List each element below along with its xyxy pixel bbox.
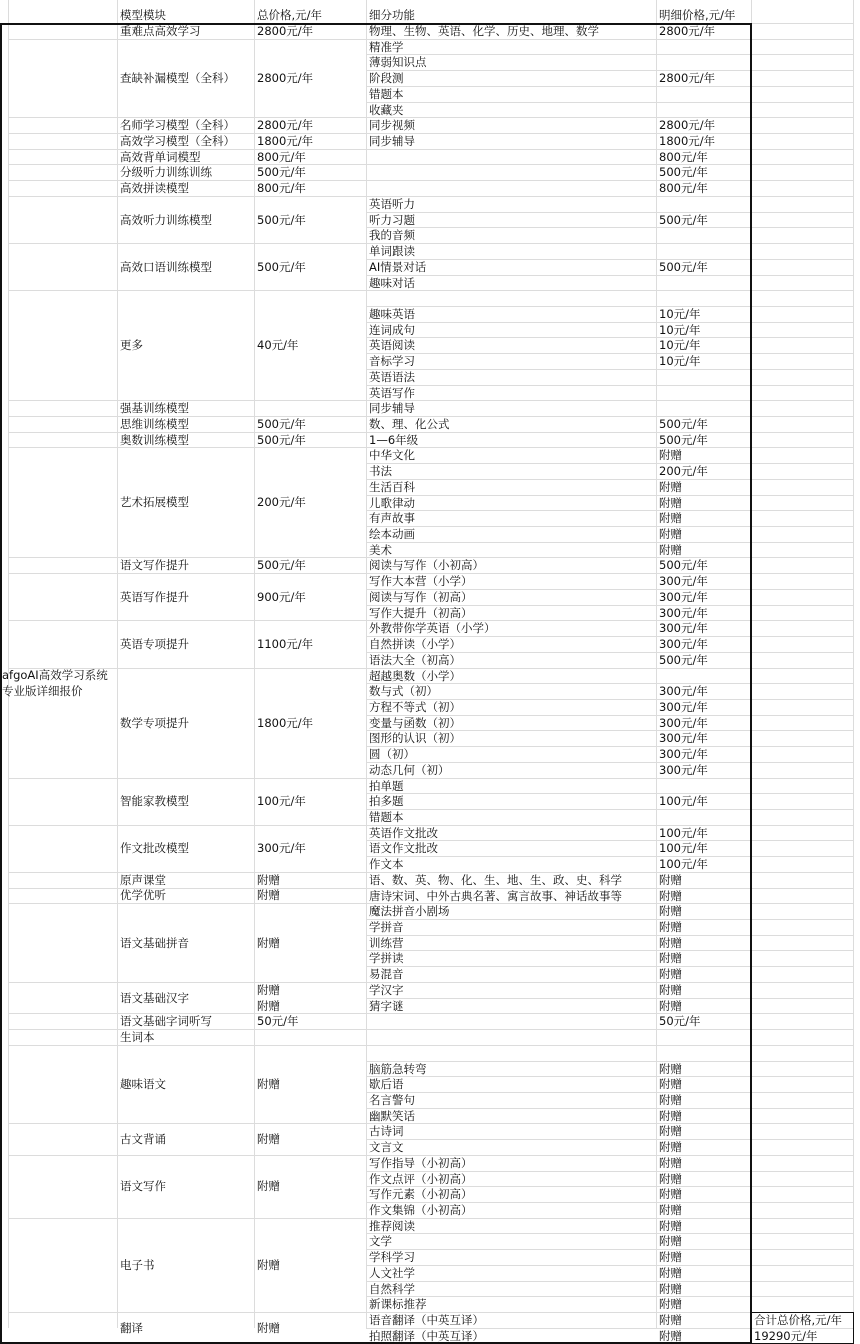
module-name: 优学优听 [120,888,166,903]
total-value: 19290元/年 [754,1328,818,1343]
grid-row-line [366,479,853,480]
feature-price: 附赠 [659,1250,682,1265]
grid-row-line [366,353,853,354]
feature-item: 美术 [369,542,392,557]
feature-price: 附赠 [659,872,682,887]
feature-price: 100元/年 [659,857,708,872]
feature-item: 连词成句 [369,322,415,337]
feature-price: 附赠 [659,1328,682,1343]
grid-column-line [8,0,9,1328]
module-price: 1100元/年 [257,636,314,651]
module-name: 生词本 [120,1029,155,1044]
module-name: 名师学习模型（全科） [120,118,235,133]
feature-item: 书法 [369,464,392,479]
feature-price: 附赠 [659,1218,682,1233]
grid-row-line [8,982,853,983]
module-name: 原声课堂 [120,872,166,887]
module-name: 高效听力训练模型 [120,212,212,227]
feature-price: 附赠 [659,982,682,997]
feature-price: 附赠 [659,1265,682,1280]
header-detail-price: 明细价格,元/年 [659,8,736,22]
feature-price: 附赠 [659,527,682,542]
module-price: 2800元/年 [257,23,314,38]
module-name: 强基训练模型 [120,401,189,416]
feature-item: 写作大提升（初高） [369,605,473,620]
module-price: 300元/年 [257,841,306,856]
feature-item: 我的音频 [369,228,415,243]
feature-item: 语法大全（初高） [369,652,461,667]
module-name: 查缺补漏模型（全科） [120,71,235,86]
feature-item: 趣味对话 [369,275,415,290]
feature-item: 音标学习 [369,354,415,369]
feature-price: 500元/年 [659,259,708,274]
feature-price: 500元/年 [659,652,708,667]
feature-price: 附赠 [659,1313,682,1328]
module-price: 附赠 [257,1077,280,1092]
feature-item: 人文社学 [369,1265,415,1280]
module-name: 高效拼读模型 [120,181,189,196]
feature-price: 附赠 [659,1077,682,1092]
module-price: 附赠 [257,888,280,903]
feature-price: 100元/年 [659,825,708,840]
grid-row-line [366,1139,853,1140]
feature-item: 作文集锦（小初高） [369,1203,473,1217]
feature-price: 1800元/年 [659,134,716,149]
grid-row-line [366,510,853,511]
module-price: 500元/年 [257,432,306,447]
grid-row-line [366,1076,853,1077]
feature-price: 附赠 [659,904,682,919]
module-name: 英语写作提升 [120,589,189,604]
feature-item: 魔法拼音小剧场 [369,904,450,919]
feature-price: 附赠 [659,448,682,463]
feature-item: 物理、生物、英语、化学、历史、地理、数学 [369,24,599,38]
feature-price: 2800元/年 [659,118,716,133]
module-name: 艺术拓展模型 [120,495,189,510]
feature-price: 50元/年 [659,1014,701,1029]
module-price: 1800元/年 [257,715,314,730]
feature-item: 英语听力 [369,196,415,211]
feature-item: 自然科学 [369,1281,415,1296]
grid-column-line [366,0,367,1328]
module-price: 800元/年 [257,181,306,196]
grid-row-line [8,1123,853,1124]
feature-price: 附赠 [659,935,682,950]
feature-item: 学汉字 [369,982,404,997]
module-name: 趣味语文 [120,1077,166,1092]
header-total-price: 总价格,元/年 [257,8,323,22]
feature-item: 同步视频 [369,118,415,133]
grid-column-line [751,0,752,1328]
grid-row-line [8,39,853,40]
feature-price: 附赠 [659,998,682,1013]
module-price: 附赠 [257,1320,280,1335]
grid-row-line [366,998,853,999]
module-name: 高效口语训练模型 [120,259,212,274]
module-price: 900元/年 [257,589,306,604]
feature-item: 写作元素（小初高） [369,1187,473,1202]
module-name: 更多 [120,338,143,353]
feature-item: 学拼音 [369,920,404,935]
grid-row-line [366,966,853,967]
feature-price: 附赠 [659,1140,682,1155]
feature-item: 阶段测 [369,71,404,86]
grid-row-line [8,447,853,448]
feature-item: 错题本 [369,810,404,824]
feature-price: 附赠 [659,511,682,526]
module-price: 附赠 [257,1257,280,1272]
module-price: 500元/年 [257,558,306,573]
grid-row-line [366,1061,853,1062]
feature-item: 新课标推荐 [369,1297,427,1312]
module-name: 高效背单词模型 [120,149,201,164]
feature-price: 100元/年 [659,794,708,809]
feature-item: 作文点评（小初高） [369,1171,473,1186]
grid-row-line [366,54,853,55]
grid-row-line [366,542,853,543]
feature-item: 语音翻译（中英互译） [369,1313,484,1328]
grid-row-line [8,1218,853,1219]
feature-item: 有声故事 [369,511,415,526]
feature-item: 动态几何（初） [369,762,450,777]
feature-item: 推荐阅读 [369,1218,415,1233]
module-price: 500元/年 [257,259,306,274]
feature-price: 300元/年 [659,574,708,589]
feature-item: 古诗词 [369,1124,404,1139]
feature-item: 薄弱知识点 [369,55,427,70]
module-price: 附赠 [257,982,280,997]
feature-price: 附赠 [659,1234,682,1249]
feature-item: 1—6年级 [369,432,419,447]
feature-price: 2800元/年 [659,24,716,38]
module-name: 智能家教模型 [120,794,189,809]
feature-item: 儿歌律动 [369,495,415,510]
feature-price: 100元/年 [659,841,708,856]
grid-row-line [366,840,853,841]
feature-price: 800元/年 [659,181,708,196]
feature-item: 写作大本营（小学） [369,574,473,589]
grid-column-line [853,0,854,1328]
module-price: 附赠 [257,872,280,887]
grid-row-line [366,526,853,527]
feature-price: 附赠 [659,1092,682,1107]
feature-item: 生活百科 [369,479,415,494]
feature-price: 300元/年 [659,621,708,636]
grid-row-line [366,809,853,810]
grid-row-line [366,463,853,464]
grid-row-line [366,1281,853,1282]
feature-item: 英语语法 [369,369,415,384]
feature-price: 附赠 [659,951,682,966]
grid-row-line [366,322,853,323]
feature-price: 300元/年 [659,715,708,730]
feature-price: 附赠 [659,1187,682,1202]
module-name: 分级听力训练训练 [120,165,212,180]
feature-item: 收藏夹 [369,102,404,117]
feature-price: 500元/年 [659,558,708,573]
feature-price: 附赠 [659,920,682,935]
grid-row-line [366,86,853,87]
feature-item: 听力习题 [369,212,415,227]
feature-price: 附赠 [659,967,682,982]
feature-item: 语、数、英、物、化、生、地、生、政、史、科学 [369,872,622,887]
feature-item: 唐诗宋词、中外古典名著、寓言故事、神话故事等 [369,888,622,903]
feature-item: 精准学 [369,39,404,54]
module-name: 奥数训练模型 [120,432,189,447]
feature-price: 10元/年 [659,322,701,337]
feature-price: 200元/年 [659,464,708,479]
feature-item: 英语阅读 [369,338,415,353]
module-name: 数学专项提升 [120,715,189,730]
feature-price: 300元/年 [659,684,708,699]
grid-row-line [366,337,853,338]
module-name: 语文写作 [120,1179,166,1194]
feature-price: 500元/年 [659,212,708,227]
feature-price: 10元/年 [659,338,701,353]
feature-item: 语文作文批改 [369,841,438,856]
grid-row-line [366,259,853,260]
grid-row-line [8,243,853,244]
grid-row-line [366,746,853,747]
grid-row-line [366,385,853,386]
grid-row-line [366,369,853,370]
total-label: 合计总价格,元/年 [754,1313,843,1328]
module-price: 40元/年 [257,338,299,353]
module-price: 500元/年 [257,212,306,227]
grid-row-line [8,290,853,291]
feature-item: 训练营 [369,935,404,950]
feature-price: 10元/年 [659,354,701,369]
feature-item: 作文本 [369,857,404,872]
feature-item: 英语写作 [369,385,415,400]
feature-item: 同步辅导 [369,134,415,149]
grid-row-line [366,275,853,276]
feature-item: 变量与函数（初） [369,715,461,730]
feature-price: 500元/年 [659,165,708,180]
feature-price: 附赠 [659,888,682,903]
feature-price: 300元/年 [659,699,708,714]
grid-column-line [117,0,118,1328]
grid-row-line [8,778,853,779]
grid-row-line [8,196,853,197]
feature-item: AI情景对话 [369,259,427,274]
feature-price: 附赠 [659,1061,682,1076]
module-price: 800元/年 [257,149,306,164]
header-model: 模型模块 [120,8,166,22]
module-price: 2800元/年 [257,118,314,133]
grid-row-line [366,70,853,71]
module-name: 作文批改模型 [120,841,189,856]
module-price: 1800元/年 [257,133,314,148]
feature-price: 附赠 [659,1281,682,1296]
feature-item: 文言文 [369,1140,404,1155]
grid-row-line [366,856,853,857]
feature-item: 猜字谜 [369,998,404,1013]
module-name: 古文背诵 [120,1132,166,1147]
feature-price: 10元/年 [659,306,701,321]
feature-item: 文学 [369,1234,392,1249]
header-feature: 细分功能 [369,8,415,22]
grid-row-line [366,683,853,684]
grid-row-line [366,1249,853,1250]
feature-price: 附赠 [659,1297,682,1312]
feature-price: 300元/年 [659,589,708,604]
feature-item: 拍多题 [369,794,404,809]
grid-row-line [366,1092,853,1093]
feature-item: 外教带你学英语（小学） [369,621,496,636]
module-price: 50元/年 [257,1014,299,1029]
feature-price: 300元/年 [659,605,708,620]
module-name: 电子书 [120,1257,155,1272]
module-price: 附赠 [257,1179,280,1194]
grid-row-line [366,935,853,936]
grid-row-line [366,1296,853,1297]
module-name: 语文基础汉字 [120,990,189,1005]
feature-price: 附赠 [659,479,682,494]
feature-item: 超越奥数（小学） [369,668,461,683]
module-name: 语文基础字词听写 [120,1014,212,1029]
feature-price: 2800元/年 [659,71,716,86]
feature-item: 脑筋急转弯 [369,1061,427,1076]
feature-item: 拍照翻译（中英互译） [369,1328,484,1343]
feature-item: 英语作文批改 [369,825,438,840]
module-price: 附赠 [257,1132,280,1147]
grid-row-line [8,1045,853,1046]
module-price: 2800元/年 [257,71,314,86]
module-name: 英语专项提升 [120,636,189,651]
feature-item: 自然拼读（小学） [369,637,461,652]
grid-row-line [366,793,853,794]
module-price: 100元/年 [257,794,306,809]
module-name: 翻译 [120,1320,143,1335]
feature-price: 附赠 [659,1108,682,1123]
feature-price: 附赠 [659,1124,682,1139]
feature-item: 中华文化 [369,448,415,463]
module-name: 高效学习模型（全科） [120,133,235,148]
feature-price: 附赠 [659,542,682,557]
grid-row-line [366,227,853,228]
module-price: 附赠 [257,935,280,950]
module-price: 500元/年 [257,416,306,431]
feature-item: 错题本 [369,86,404,101]
module-name: 语文基础拼音 [120,935,189,950]
feature-price: 附赠 [659,495,682,510]
feature-price: 800元/年 [659,149,708,164]
feature-price: 300元/年 [659,762,708,777]
module-name: 重难点高效学习 [120,23,201,38]
feature-price: 附赠 [659,1155,682,1170]
feature-item: 易混音 [369,967,404,982]
feature-item: 幽默笑话 [369,1108,415,1123]
feature-item: 趣味英语 [369,306,415,321]
grid-row-line [366,212,853,213]
feature-item: 绘本动画 [369,527,415,542]
feature-item: 图形的认识（初） [369,731,461,746]
feature-item: 学科学习 [369,1250,415,1265]
module-price: 500元/年 [257,165,306,180]
grid-row-line [366,950,853,951]
grid-column-line [254,0,255,1328]
feature-item: 拍单题 [369,778,404,793]
feature-item: 单词跟读 [369,244,415,259]
feature-price: 300元/年 [659,731,708,746]
grid-row-line [366,1233,853,1234]
module-price: 200元/年 [257,495,306,510]
grid-row-line [366,102,853,103]
feature-item: 数、理、化公式 [369,417,450,431]
grid-row-line [366,1108,853,1109]
module-price: 附赠 [257,998,280,1013]
feature-item: 写作指导（小初高） [369,1155,473,1170]
feature-item: 学拼读 [369,951,404,966]
grid-row-line [366,919,853,920]
module-name: 语文写作提升 [120,558,189,573]
feature-price: 500元/年 [659,432,708,447]
feature-item: 数与式（初） [369,684,438,699]
feature-item: 歇后语 [369,1077,404,1092]
grid-row-line [366,1265,853,1266]
feature-price: 300元/年 [659,747,708,762]
feature-price: 附赠 [659,1171,682,1186]
feature-item: 圆（初） [369,747,415,762]
feature-item: 同步辅导 [369,401,415,416]
grid-row-line [366,495,853,496]
grid-row-line [366,306,853,307]
feature-item: 阅读与写作（初高） [369,589,473,604]
feature-item: 阅读与写作（小初高） [369,558,484,573]
side-title: afgoAI高效学习系统专业版详细报价 [2,668,108,699]
module-name: 思维训练模型 [120,416,189,431]
feature-price: 300元/年 [659,637,708,652]
feature-price: 500元/年 [659,417,708,431]
feature-price: 附赠 [659,1203,682,1217]
grid-column-line [656,0,657,1328]
feature-item: 名言警句 [369,1092,415,1107]
feature-item: 方程不等式（初） [369,699,461,714]
